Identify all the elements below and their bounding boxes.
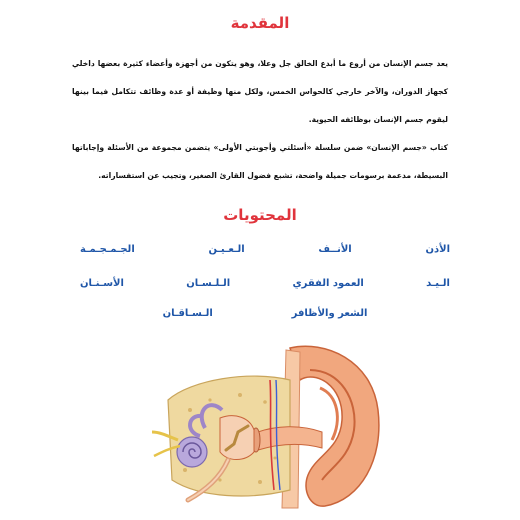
cochlea [177, 437, 207, 467]
intro-title: المقدمة [230, 14, 290, 32]
intro-paragraph-1: يعد جسم الإنسان من أروع ما أبدع الخالق جل وعلا، وهو يتكون من أجهزة وأعضاء كثيرة بعضها داخلي كجهاز الدوران، والآخر خارجي كالحواس الخمس، ولكل منها وظيفة أو عدة وظائف تتكامل فيما بينها ليقوم جسم الإنسان بوظائفه الحيوية. [72, 59, 448, 124]
auricle-ridge [320, 388, 337, 440]
toc-item-legs[interactable]: الـسـاقـان [162, 308, 213, 319]
toc-item-ear[interactable]: الأذن [425, 244, 450, 255]
contents-title: المحتويات [223, 206, 297, 224]
toc-item-skull[interactable]: الجـمـجـمـة [80, 244, 135, 255]
toc-item-eye[interactable]: الـعـيـن [208, 244, 245, 255]
toc-row-3 [80, 308, 450, 319]
toc-item-teeth[interactable]: الأسـنـان [80, 278, 124, 289]
auricle-shape [290, 346, 379, 506]
toc-row-2 [80, 278, 450, 289]
toc-item-tongue[interactable]: الـلـسـان [186, 278, 231, 289]
toc-item-nose[interactable]: الأنــف [318, 244, 352, 255]
ear-anatomy-illustration [150, 340, 390, 510]
toc-item-hand[interactable]: الـيـد [426, 278, 450, 289]
toc-item-hair-nails[interactable]: الشعر والأظافر [291, 308, 368, 319]
toc-item-spine[interactable]: العمود الفقري [292, 278, 364, 289]
intro-text [72, 50, 448, 190]
intro-paragraph-2: كتاب «جسم الإنسان» ضمن سلسلة «أسئلتي وأجوبتي الأولى» يتضمن مجموعة من الأسئلة وإجاباتها البسيطة، مدعمة برسومات جميلة واضحة، تشبع فضول القارئ الصغير، وتجيب عن استفساراته. [72, 143, 448, 180]
toc-row-1 [80, 244, 450, 255]
